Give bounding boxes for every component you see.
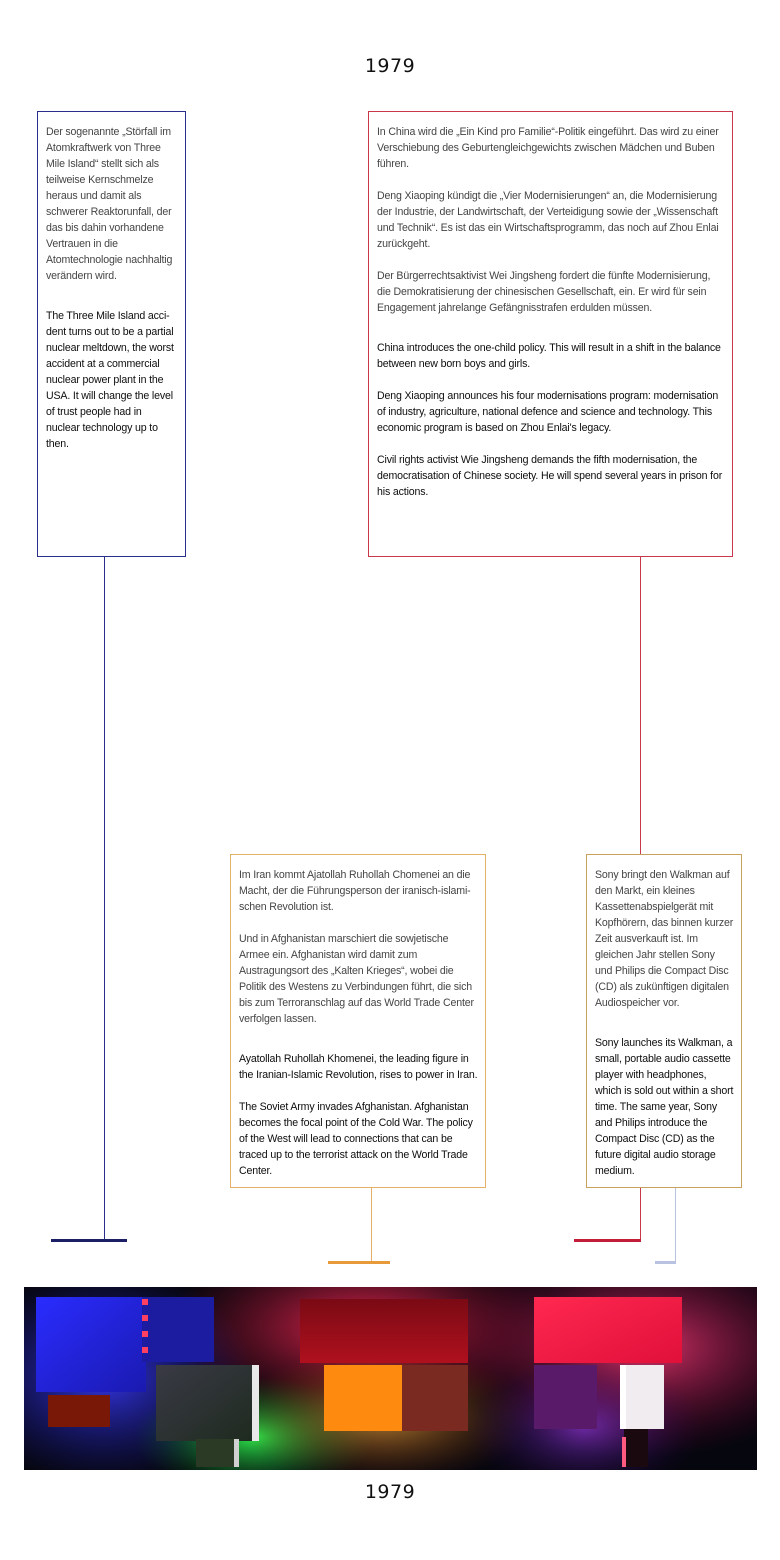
event-text-german: Im Iran kommt Ajatollah Ruhollah Chomenei an die Macht, der die Führungsperson der iranisch-islamischen Revolution ist. [239,869,471,913]
event-card-iran-afghanistan [230,854,486,1188]
light-blocks-illustration [24,1287,757,1470]
event-text-german: Deng Xiaoping kündigt die „Vier Modernisierungen“ an, die Modernisierung der Industrie, der Landwirtschaft, der Verteidigung sowie der „Wissenschaft und Technik“. Es ist das ein Wirtschaftsprogramm, das noch auf Zhou Enlai zurückgeht. [377,190,719,250]
event-text-german: Der Bürgerrechtsaktivist Wei Jingsheng fordert die fünfte Modernisierung, die Demokratisierung der chinesischen Gesellschaft, ein. Er wird für sein Engagement jahrelange Gefängnisstrafen erdulden müssen. [377,270,711,314]
event-card-three-mile-island [37,111,186,557]
connector-line-china [640,557,641,854]
year-heading-top: 1979 [364,55,416,77]
event-text-german: Sony bringt den Walkman auf den Markt, ein kleines Kassettenabspielgerät mit Kopfhörern, das binnen kurzer Zeit ausverkauft ist. Im gleichen Jahr stellen Sony und Philips die Compact Disc (CD) als zukünftigen digitalen Audiospeicher vor. [595,869,734,1009]
event-text-english: Civil rights activist Wie Jingsheng demands the fifth modernisation, the democratisation of Chinese society. He will spend several years in prison for his actions. [377,454,723,498]
baseline-bar-china [574,1239,641,1242]
abstract-light-banner [24,1287,757,1470]
event-card-sony-walkman [586,854,742,1188]
baseline-bar-sony [655,1261,676,1264]
baseline-bar-three-mile-island [51,1239,127,1242]
connector-line-china-lower [640,1188,641,1240]
event-text-english: Sony launches its Walkman, a small, portable audio cassette player with headphones, which is sold out within a short time. The same year, Sony and Philips introduce the Compact Disc (CD) as the future digital audio storage medium. [595,1037,734,1177]
connector-line-sony [675,1188,676,1262]
event-text-english: The Three Mile Island accident turns out to be a partial nuclear meltdown, the worst accident at a commercial nuclear power plant in the USA. It will change the level of trust people had in nuclear technology up to then. [46,310,174,450]
event-text-german: Der sogenannte „Störfall im Atomkraftwerk von Three Mile Island“ stellt sich als teilweise Kernschmelze heraus und damit als schwerer Reaktorunfall, der das bis dahin vorhandene Vertrauen in die Atomtechnologie nachhaltig verändern wird. [46,126,173,282]
connector-line-three-mile-island [104,557,105,1240]
baseline-bar-iran-afghanistan [328,1261,390,1264]
year-heading-bottom: 1979 [364,1481,416,1503]
connector-line-iran-afghanistan [371,1188,372,1262]
event-text-german: Und in Afghanistan marschiert die sowjetische Armee ein. Afghanistan wird damit zum Austragungsort des „Kalten Krieges“, wobei die Politik des Westens zu Verbindungen führt, die sich bis zum Terroranschlag auf das World Trade Center verfolgen lassen. [239,933,474,1025]
event-text-english: China introduces the one-child policy. This will result in a shift in the balance between new born boys and girls. [377,342,721,370]
event-text-german: In China wird die „Ein Kind pro Familie“-Politik eingeführt. Das wird zu einer Verschiebung des Geburtengleichgewichts zwischen Mädchen und Buben führen. [377,126,719,170]
event-text-english: Deng Xiaoping announces his four modernisations program: modernisation of industry, agriculture, national defence and science and technology. This economic program is based on Zhou Enlai's legacy. [377,390,719,434]
event-card-china [368,111,733,557]
event-text-english: Ayatollah Ruhollah Khomenei, the leading figure in the Iranian-Islamic Revolution, rises to power in Iran. [239,1053,478,1081]
event-text-english: The Soviet Army invades Afghanistan. Afghanistan becomes the focal point of the Cold War. The policy of the West will lead to connections that can be traced up to the terrorist attack on the World Trade Center. [239,1101,473,1177]
